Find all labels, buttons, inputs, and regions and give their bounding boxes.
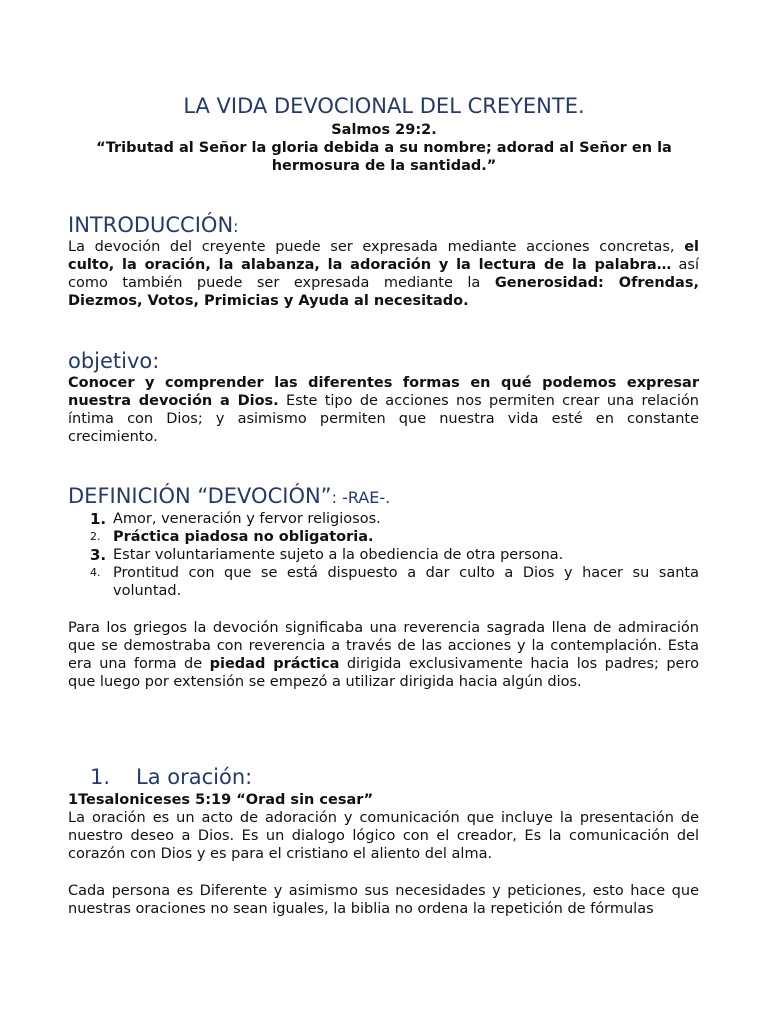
list-number: 1. — [90, 510, 107, 528]
intro-heading-colon: : — [233, 217, 239, 236]
verse-block — [60, 121, 708, 175]
intro-text-2: así como también puede ser expresada mediante la — [68, 257, 700, 291]
definition-heading — [68, 483, 390, 511]
list-item — [68, 510, 699, 528]
objective-paragraph — [68, 374, 699, 446]
list-item — [68, 564, 699, 600]
objective-text: Este tipo de acciones nos permiten crear una relación íntima con Dios; y asimismo permiten que nuestra vida esté en constante crecimiento. — [68, 393, 699, 445]
verse-text: “Tributad al Señor la gloria debida a su nombre; adorad al Señor en la hermosura de la santidad.” — [96, 140, 672, 174]
list-text: Prontitud con que se está dispuesto a dar culto a Dios y hacer su santa voluntad. — [113, 565, 699, 599]
intro-bold-1: el culto, la oración, la alabanza, la adoración y la lectura de la palabra… — [68, 239, 699, 273]
objective-bold: Conocer y comprender las diferentes formas en qué podemos expresar nuestra devoción a Dios. — [68, 375, 699, 409]
verse-reference: Salmos 29:2. — [331, 122, 437, 138]
definition-heading-text: DEFINICIÓN “DEVOCIÓN” — [68, 484, 332, 508]
intro-text-1: La devoción del creyente puede ser expresada mediante acciones concretas, — [68, 239, 685, 255]
list-text: Práctica piadosa no obligatoria. — [113, 529, 374, 545]
greek-text-2: dirigida exclusivamente hacia los padres; pero que luego por extensión se empezó a utilizar dirigida hacia algún dios. — [68, 656, 699, 690]
greek-paragraph — [68, 619, 699, 691]
list-number: 3. — [90, 546, 107, 564]
objective-heading: objetivo: — [68, 349, 160, 373]
list-text: Estar voluntariamente sujeto a la obediencia de otra persona. — [113, 547, 564, 563]
oracion-paragraph-1: La oración es un acto de adoración y comunicación que incluye la presentación de nuestro deseo a Dios. Es un dialogo lógico con el creador, Es la comunicación del corazón con Dios y es para el cristiano el aliento del alma. — [68, 810, 699, 862]
section-heading-oracion — [90, 763, 252, 791]
list-text: Amor, veneración y fervor religiosos. — [113, 511, 381, 527]
section-reference: 1Tesaloniceses 5:19 “Orad sin cesar” — [68, 792, 374, 808]
list-item — [68, 528, 699, 546]
section-number: 1. — [90, 765, 111, 789]
definition-list — [68, 510, 699, 600]
section-heading-text: La oración: — [136, 765, 253, 789]
intro-heading-text: INTRODUCCIÓN — [68, 213, 234, 237]
document-title: LA VIDA DEVOCIONAL DEL CREYENTE. — [183, 94, 585, 118]
list-number: 2. — [90, 530, 101, 543]
intro-bold-2: Generosidad: Ofrendas, Diezmos, Votos, Primicias y Ayuda al necesitado. — [68, 275, 699, 309]
list-number: 4. — [90, 566, 101, 579]
definition-heading-suffix: : -RAE-. — [331, 488, 391, 507]
greek-text-1: Para los griegos la devoción significaba una reverencia sagrada llena de admiración que se demostraba con reverencia a través de las acciones y la contemplación. Esta era una forma de — [68, 620, 699, 672]
list-item — [68, 546, 699, 564]
oracion-paragraph-2: Cada persona es Diferente y asimismo sus necesidades y peticiones, esto hace que nuestras oraciones no sean iguales, la biblia no ordena la repetición de fórmulas — [68, 883, 699, 917]
intro-heading — [68, 212, 239, 240]
intro-paragraph — [68, 238, 699, 310]
greek-bold: piedad práctica — [209, 656, 340, 672]
